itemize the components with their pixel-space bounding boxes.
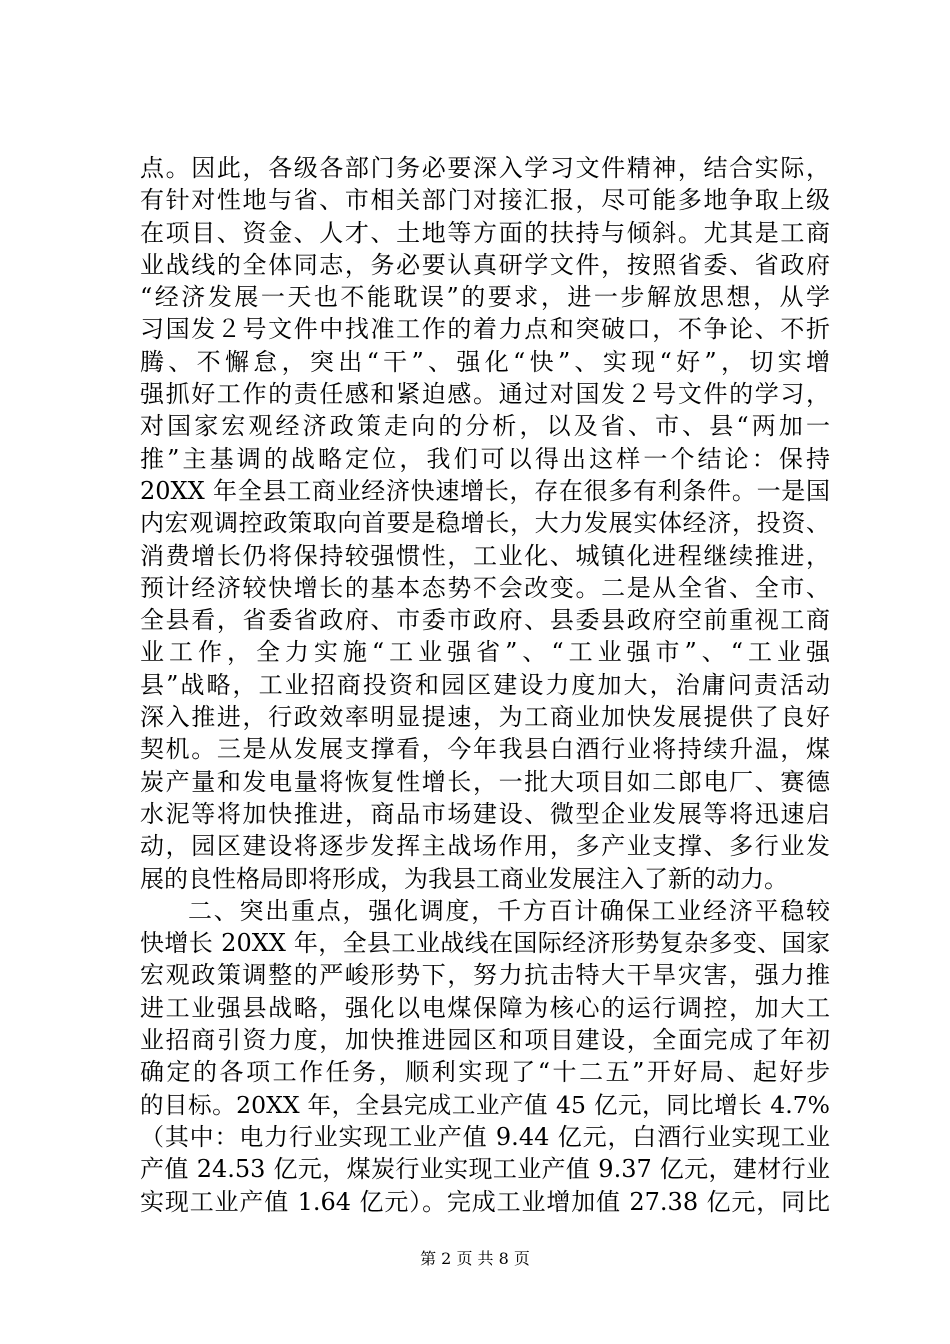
text-line: 快增长 20XX 年，全县工业战线在国际经济形势复杂多变、国家 <box>140 929 830 958</box>
document-body <box>140 152 830 1218</box>
text-line: 强抓好工作的责任感和紧迫感。通过对国发２号文件的学习， <box>140 380 830 409</box>
text-line: 契机。三是从发展支撑看，今年我县白酒行业将持续升温，煤 <box>140 735 830 764</box>
text-line: 点。因此，各级各部门务必要深入学习文件精神，结合实际， <box>140 154 830 182</box>
text-line: 的目标。20XX 年，全县完成工业产值 45 亿元，同比增长 4.7% <box>140 1090 830 1119</box>
text-line: 业招商引资力度，加快推进园区和项目建设，全面完成了年初 <box>140 1026 830 1055</box>
text-line: 在项目、资金、人才、土地等方面的扶持与倾斜。尤其是工商 <box>140 218 830 247</box>
text-line: 产值 24.53 亿元，煤炭行业实现工业产值 9.37 亿元，建材行业 <box>140 1155 830 1184</box>
text-line: 进工业强县战略，强化以电煤保障为核心的运行调控，加大工 <box>140 993 830 1022</box>
text-line: 宏观政策调整的严峻形势下，努力抗击特大干旱灾害，强力推 <box>140 961 830 990</box>
text-line: 水泥等将加快推进，商品市场建设、微型企业发展等将迅速启 <box>140 799 830 828</box>
text-line: 对国家宏观经济政策走向的分析，以及省、市、县“两加一 <box>140 412 830 441</box>
text-line: 腾、不懈怠，突出“干”、强化“快”、实现“好”，切实增 <box>140 347 830 376</box>
page-number-footer: 第 2 页 共 8 页 <box>420 1249 530 1268</box>
text-line: 20XX 年全县工商业经济快速增长，存在很多有利条件。一是国 <box>140 476 830 505</box>
text-line: 习国发２号文件中找准工作的着力点和突破口，不争论、不折 <box>140 315 830 344</box>
text-line: 推”主基调的战略定位，我们可以得出这样一个结论：保持 <box>140 444 830 473</box>
text-line: 有针对性地与省、市相关部门对接汇报，尽可能多地争取上级 <box>140 186 830 215</box>
text-line: 确定的各项工作任务，顺利实现了“十二五”开好局、起好步 <box>140 1058 830 1087</box>
paragraph-end-line: 展的良性格局即将形成，为我县工商业发展注入了新的动力。 <box>140 864 788 893</box>
text-line: 业战线的全体同志，务必要认真研学文件，按照省委、省政府 <box>140 250 830 279</box>
text-line: 预计经济较快增长的基本态势不会改变。二是从全省、全市、 <box>140 573 830 602</box>
section-heading-line: 二、突出重点，强化调度，千方百计确保工业经济平稳较 <box>188 896 830 925</box>
text-line: 炭产量和发电量将恢复性增长，一批大项目如二郎电厂、赛德 <box>140 767 830 796</box>
text-line: 动，园区建设将逐步发挥主战场作用，多产业支撑、多行业发 <box>140 832 830 861</box>
text-line: 消费增长仍将保持较强惯性，工业化、城镇化进程继续推进， <box>140 541 830 570</box>
text-line: “经济发展一天也不能耽误”的要求，进一步解放思想，从学 <box>140 283 830 312</box>
text-line: 深入推进，行政效率明显提速，为工商业加快发展提供了良好 <box>140 703 830 732</box>
text-line: 全县看，省委省政府、市委市政府、县委县政府空前重视工商 <box>140 606 830 635</box>
text-line: 内宏观调控政策取向首要是稳增长，大力发展实体经济，投资、 <box>140 509 830 538</box>
text-line: 业工作，全力实施“工业强省”、“工业强市”、“工业强 <box>140 638 830 667</box>
text-line: （其中：电力行业实现工业产值 9.44 亿元，白酒行业实现工业 <box>140 1122 830 1151</box>
text-line: 实现工业产值 1.64 亿元）。完成工业增加值 27.38 亿元，同比 <box>140 1187 830 1216</box>
text-line: 县”战略，工业招商投资和园区建设力度加大，治庸问责活动 <box>140 670 830 699</box>
